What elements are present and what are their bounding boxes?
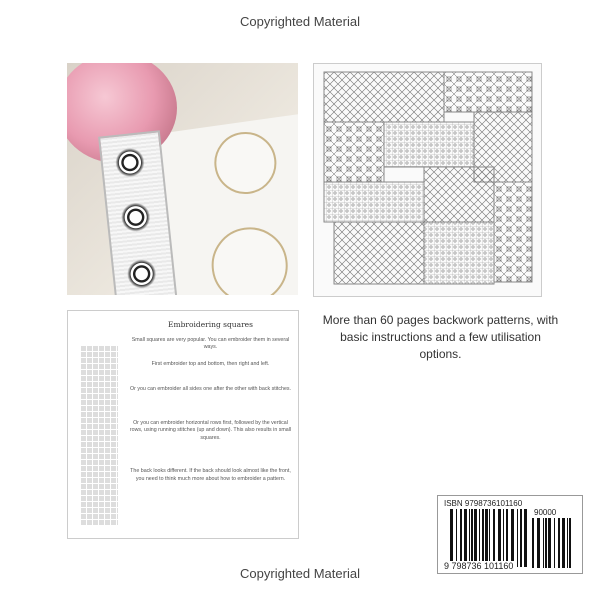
barcode-bar — [517, 509, 518, 567]
barcode-bar — [482, 509, 484, 567]
instruction-paragraph: Small squares are very popular. You can embroider them in several ways. — [131, 336, 290, 350]
barcode-bar — [562, 518, 565, 568]
barcode-bar — [520, 509, 522, 567]
instruction-paragraph: The back looks different. If the back should look almost like the front, you need to think much more about how to embroider a pattern. — [130, 468, 291, 482]
barcode-bar — [567, 518, 568, 568]
card — [155, 113, 298, 295]
barcode-bar — [524, 509, 527, 567]
copyright-watermark-top: Copyrighted Material — [240, 14, 360, 29]
barcode-bar — [460, 509, 462, 567]
hoop-small — [210, 128, 280, 198]
barcode-bar — [558, 518, 560, 568]
isbn-barcode — [437, 495, 583, 574]
barcode-bar — [464, 509, 467, 567]
motif — [106, 139, 154, 187]
barcode-bar — [450, 509, 453, 567]
barcode-bar — [498, 509, 501, 567]
barcode-digits: 9 798736 101160 — [444, 561, 514, 571]
pattern-collage — [313, 63, 542, 297]
barcode-bar — [554, 518, 555, 568]
barcode-bar — [485, 509, 488, 567]
barcode-bar — [493, 509, 495, 567]
copyright-watermark-bottom: Copyrighted Material — [240, 566, 360, 581]
barcode-bar — [511, 509, 514, 567]
barcode-bar — [545, 518, 547, 568]
barcode-bar — [548, 518, 551, 568]
barcode-bar — [532, 518, 534, 568]
barcode-bar — [537, 518, 540, 568]
barcode-bar — [474, 509, 477, 567]
instruction-title: Embroidering squares — [168, 320, 253, 329]
instruction-page — [67, 310, 299, 539]
barcode-bar — [471, 509, 473, 567]
stitch-diagram — [80, 345, 118, 525]
motif — [112, 193, 160, 241]
barcode-bar — [479, 509, 480, 567]
isbn-label: ISBN 9798736101160 — [444, 499, 523, 508]
price-code: 90000 — [534, 508, 557, 517]
barcode-bar — [489, 509, 490, 567]
barcode-bar — [506, 509, 508, 567]
barcode-bar — [543, 518, 544, 568]
barcode-bar — [503, 509, 504, 567]
barcode-bar — [469, 509, 470, 567]
instruction-paragraph: First embroider top and bottom, then right and left. — [151, 360, 270, 367]
hoop-large — [207, 222, 293, 295]
book-blurb: More than 60 pages backwork patterns, with basic instructions and a few utilisation options. — [322, 313, 559, 361]
instruction-paragraph: Or you can embroider horizontal rows first, followed by the vertical rows, using running stitches (up and down). This also results in small squares. — [129, 419, 292, 441]
barcode-bar — [456, 509, 457, 567]
instruction-paragraph: Or you can embroider all sides one after the other with back stitches. — [129, 386, 292, 392]
embroidery-photo — [67, 63, 298, 295]
motif — [118, 250, 166, 295]
barcode-bar — [569, 518, 571, 568]
